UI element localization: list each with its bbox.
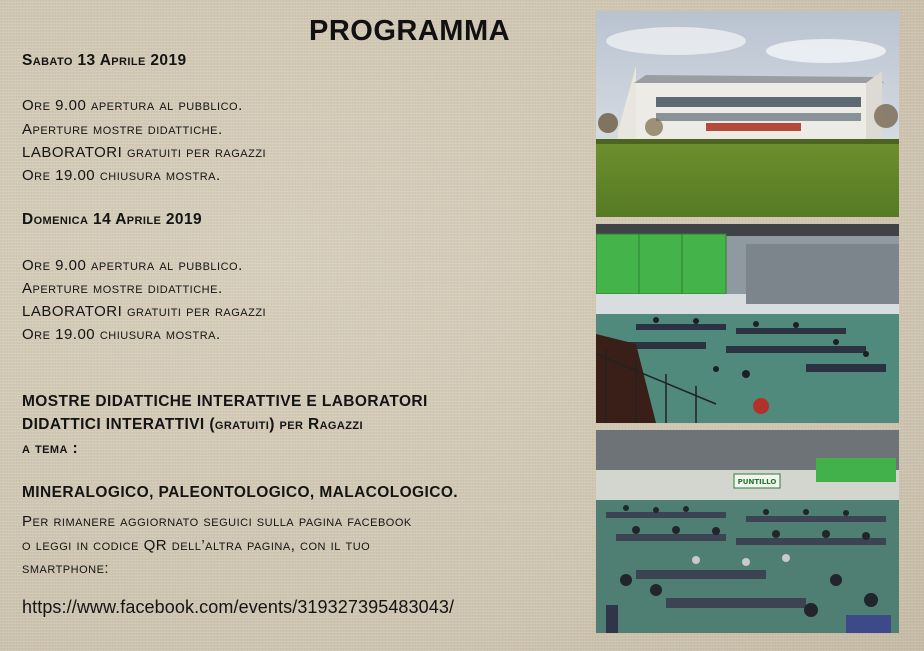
follow-line-2: o leggi in codice QR dell’altra pagina, con il tuo <box>22 537 371 554</box>
follow-line-1: Per rimanere aggiornato seguici sulla pagina facebook <box>22 513 412 530</box>
crowded-hall-photo <box>596 430 899 633</box>
sunday-heading: Domenica 14 Aprile 2019 <box>22 211 202 228</box>
sunday-line-1: Ore 9.00 apertura al pubblico. <box>22 257 243 274</box>
saturday-line-4: Ore 19.00 chiusura mostra. <box>22 167 221 184</box>
saturday-heading: Sabato 13 Aprile 2019 <box>22 52 187 69</box>
sunday-line-4: Ore 19.00 chiusura mostra. <box>22 326 221 343</box>
sunday-line-2: Aperture mostre didattiche. <box>22 280 223 297</box>
facebook-event-link[interactable]: https://www.facebook.com/events/319327395483043/ <box>22 597 455 617</box>
follow-line-3: smartphone: <box>22 560 110 577</box>
puntillo-banner-text: PUNTILLO <box>737 478 777 486</box>
saturday-line-1: Ore 9.00 apertura al pubblico. <box>22 97 243 114</box>
exhibition-hall-photo <box>596 224 899 423</box>
building-exterior-photo <box>596 11 899 217</box>
page-title: PROGRAMMA <box>309 15 511 47</box>
exhibit-themes: MINERALOGICO, PALEONTOLOGICO, MALACOLOGICO. <box>22 484 458 501</box>
exhibits-line-3: a tema : <box>22 440 79 457</box>
sunday-line-3: LABORATORI gratuiti per ragazzi <box>22 303 267 320</box>
exhibits-line-1: MOSTRE DIDATTICHE INTERATTIVE E LABORATORI <box>22 393 428 410</box>
exhibits-line-2: DIDATTICI INTERATTIVI (gratuiti) per Ragazzi <box>22 416 363 433</box>
saturday-line-2: Aperture mostre didattiche. <box>22 121 223 138</box>
saturday-line-3: LABORATORI gratuiti per ragazzi <box>22 144 267 161</box>
